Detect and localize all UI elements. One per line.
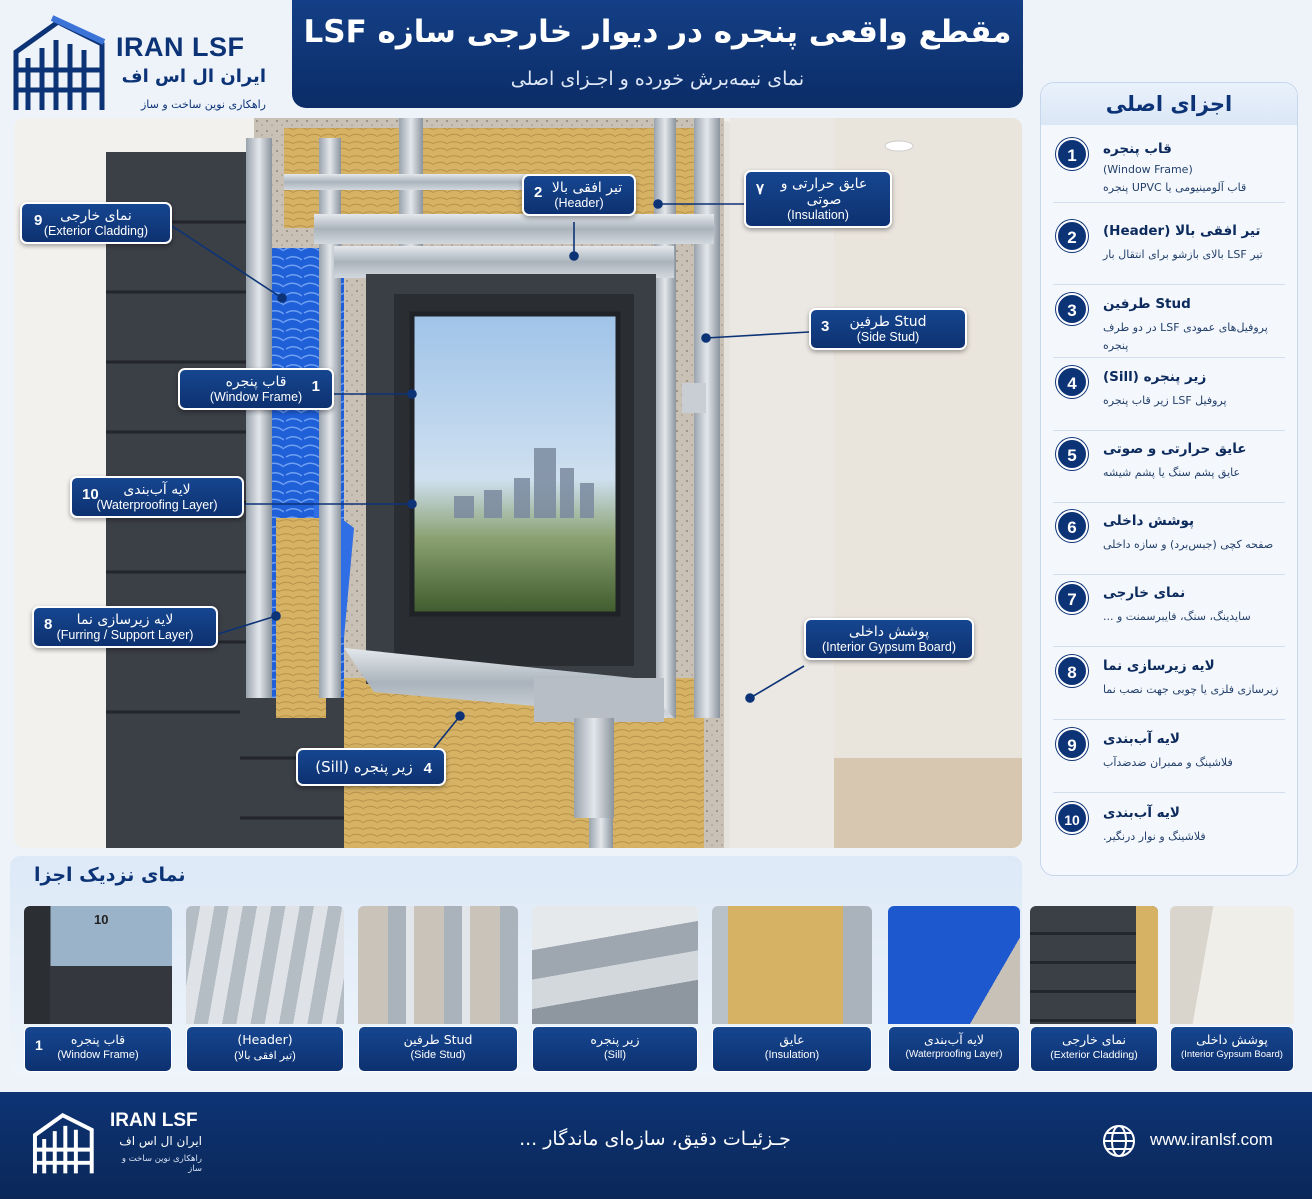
- gypsum-photo: [1170, 906, 1294, 1024]
- title-banner: [292, 0, 1023, 108]
- list-item: [1053, 217, 1285, 285]
- list-item: [1053, 579, 1285, 647]
- cladding-photo: [1030, 906, 1158, 1024]
- closeup-tile-header: [186, 906, 344, 1072]
- globe-icon: [1102, 1124, 1136, 1158]
- closeup-tile-sill: [532, 906, 698, 1072]
- closeup-title: نمای نزدیک اجزا: [34, 864, 186, 886]
- closeup-tile-window-frame: [24, 906, 172, 1072]
- item-description: عایق پشم سنگ یا پشم شیشه: [1103, 466, 1241, 479]
- list-item: [1053, 725, 1285, 793]
- tile-caption-en: (Insulation): [764, 1049, 820, 1061]
- item-number-badge: 7: [1056, 582, 1088, 614]
- closeup-tile-exterior-cladding: [1030, 906, 1158, 1072]
- footer-slogan: جـزئیـات دقیق، سازه‌ای ماندگار ...: [519, 1128, 791, 1150]
- callout-fa: Stud طرفین: [849, 314, 927, 330]
- list-item: [1053, 507, 1285, 575]
- item-description: پروفیل LSF زیر قاب پنجره: [1103, 394, 1227, 407]
- item-description: صفحه کچی (جبس‌برد) و سازه داخلی: [1103, 538, 1274, 551]
- callout-fa: زیر پنجره (Sill): [315, 758, 413, 776]
- item-title: قاب پنجره: [1103, 141, 1172, 157]
- window-frame-photo: [24, 906, 172, 1024]
- tile-caption: [712, 1026, 872, 1072]
- callout-header: [522, 174, 636, 216]
- callout-fa: لایه آب‌بندی: [123, 482, 191, 498]
- tile-caption-fa: زیر پنجره: [590, 1032, 640, 1047]
- tile-caption-en: (تیر افقی بالا): [234, 1050, 296, 1062]
- tile-caption-fa: قاب پنجره: [70, 1032, 126, 1047]
- tile-small-number: 10: [94, 912, 109, 927]
- item-number-badge: 6: [1056, 510, 1088, 542]
- callout-fa: پوشش داخلی: [848, 624, 930, 640]
- callout-number: 4: [423, 760, 432, 777]
- callout-side-stud: [809, 308, 967, 350]
- item-number-badge: 4: [1056, 366, 1088, 398]
- item-title: Stud طرفین: [1103, 296, 1191, 312]
- tile-caption-fa: (Header): [237, 1032, 293, 1047]
- callout-number: 3: [821, 318, 830, 335]
- tile-caption: [888, 1026, 1020, 1072]
- panel-title: اجزای اصلی: [1041, 83, 1297, 125]
- list-item: [1053, 799, 1285, 867]
- item-number-badge: 5: [1056, 438, 1088, 470]
- page-subtitle: نمای نیمه‌برش خورده و اجـزای اصلی: [510, 68, 805, 90]
- callout-en: (Side Stud): [856, 330, 920, 344]
- list-item: [1053, 363, 1285, 431]
- list-item: [1053, 435, 1285, 503]
- callout-waterproofing: [70, 476, 244, 518]
- tile-caption-en: (Waterproofing Layer): [905, 1049, 1003, 1060]
- item-number-badge: 2: [1056, 220, 1088, 252]
- tile-caption-fa: لایه آب‌بندی: [923, 1032, 985, 1047]
- item-title: لایه آب‌بندی: [1103, 805, 1180, 821]
- footer-brand: IRAN LSF: [110, 1110, 198, 1131]
- callout-en: (Insulation): [787, 208, 849, 222]
- closeup-tile-insulation: [712, 906, 872, 1072]
- callout-en: (Interior Gypsum Board): [821, 640, 957, 654]
- callout-sill: [296, 748, 446, 786]
- callout-exterior-cladding: [20, 202, 172, 244]
- item-title: زیر پنجره (Sill): [1103, 369, 1207, 385]
- callout-en: (Header): [554, 196, 604, 210]
- header-photo: [186, 906, 344, 1024]
- item-description: فلاشینگ و نوار درنگیر.: [1103, 830, 1206, 843]
- logo: [12, 14, 282, 114]
- item-title: لایه زیرسازی نما: [1103, 658, 1215, 674]
- tile-caption-en: (Interior Gypsum Board): [1181, 1049, 1283, 1060]
- logo-fa-name: ایران ال اس اف: [121, 66, 266, 87]
- callout-furring: [32, 606, 218, 648]
- item-number-badge: 9: [1056, 728, 1088, 760]
- tile-caption: [1030, 1026, 1158, 1072]
- item-sub2: قاب آلومینیومی یا UPVC پنجره: [1103, 180, 1247, 194]
- website-link[interactable]: www.iranlsf.com: [1150, 1130, 1273, 1149]
- item-number-badge: 1: [1056, 138, 1088, 170]
- item-description: فلاشینگ و ممبران ضدضدآب: [1103, 756, 1233, 769]
- callout-fa: عایق حرارتی و صوتی: [780, 176, 868, 208]
- callout-fa: تیر افقی بالا: [551, 180, 623, 196]
- callout-insulation: [744, 170, 892, 228]
- tile-caption-fa: پوشش داخلی: [1196, 1032, 1268, 1047]
- tile-caption: [532, 1026, 698, 1072]
- building-grid-icon: [12, 14, 108, 114]
- item-title: نمای خارجی: [1103, 585, 1186, 601]
- callout-window-frame: [178, 368, 334, 410]
- tile-caption-en: (Exterior Cladding): [1050, 1049, 1138, 1061]
- item-title: پوشش داخلی: [1103, 513, 1195, 529]
- components-panel: [1040, 82, 1298, 876]
- closeup-tile-side-stud: [358, 906, 518, 1072]
- item-description: پروفیل‌های عمودی LSF در دو طرف پنجره: [1103, 321, 1268, 352]
- insulation-photo: [712, 906, 872, 1024]
- item-number-badge: 10: [1056, 802, 1088, 834]
- footer-tagline: راهکاری نوین ساخت و ساز: [121, 1154, 202, 1174]
- callout-number: 10: [82, 486, 99, 503]
- footer-fa-name: ایران ال اس اف: [119, 1134, 202, 1148]
- tile-caption: [186, 1026, 344, 1072]
- item-sub1: (Window Frame): [1103, 163, 1193, 176]
- callout-fa: نمای خارجی: [60, 208, 132, 224]
- tile-caption-en: (Sill): [604, 1049, 626, 1061]
- list-item: [1053, 290, 1285, 358]
- tile-caption-fa: Stud طرفین: [403, 1032, 473, 1047]
- tile-caption-fa: عایق: [779, 1032, 805, 1047]
- callout-en: (Window Frame): [209, 390, 303, 404]
- item-title: لایه آب‌بندی: [1103, 731, 1180, 747]
- callout-en: (Waterproofing Layer): [96, 498, 218, 512]
- waterproofing-photo: [888, 906, 1020, 1024]
- item-description: زیرسازی فلزی یا چوبی جهت نصب نما: [1103, 683, 1279, 696]
- item-number-badge: 8: [1056, 655, 1088, 687]
- item-title: تیر افقی بالا (Header): [1103, 223, 1261, 239]
- tile-caption: [358, 1026, 518, 1072]
- list-item: [1053, 135, 1285, 203]
- callout-number: 1: [311, 378, 320, 395]
- tile-caption: [24, 1026, 172, 1072]
- item-description: سایدینگ، سنگ، فایبرسمنت و ...: [1103, 610, 1251, 623]
- callout-en: (Exterior Cladding): [43, 224, 149, 238]
- callout-fa: قاب پنجره: [225, 374, 287, 390]
- side-stud-photo: [358, 906, 518, 1024]
- tile-caption-fa: نمای خارجی: [1062, 1032, 1126, 1047]
- callout-number: 8: [44, 616, 53, 633]
- footer: [0, 1092, 1312, 1199]
- sill-photo: [532, 906, 698, 1024]
- tile-caption-en: (Side Stud): [410, 1049, 466, 1061]
- page-title: مقطع واقعی پنجره در دیوار خارجی سازه LSF: [303, 14, 1012, 50]
- tile-caption: [1170, 1026, 1294, 1072]
- logo-tagline: راهکاری نوین ساخت و ساز: [140, 98, 266, 111]
- item-description: [1103, 161, 1285, 196]
- item-description: تیر LSF بالای بازشو برای انتقال بار: [1103, 248, 1263, 261]
- tile-caption-en: (Window Frame): [57, 1049, 139, 1061]
- logo-brand: IRAN LSF: [116, 32, 245, 62]
- wall-section-illustration: [14, 118, 1022, 848]
- callout-en: (Furring / Support Layer): [56, 628, 194, 642]
- callout-number: 2: [534, 184, 543, 201]
- tile-number: 1: [35, 1037, 43, 1053]
- list-item: [1053, 652, 1285, 720]
- closeup-tile-interior-gypsum: [1170, 906, 1294, 1072]
- item-title: عایق حرارتی و صوتی: [1103, 441, 1247, 457]
- callout-fa: لایه زیرسازی نما: [76, 612, 174, 628]
- callout-interior-gypsum: [804, 618, 974, 660]
- item-number-badge: 3: [1056, 293, 1088, 325]
- callout-number: 9: [34, 212, 43, 229]
- footer-building-icon: [28, 1110, 100, 1176]
- closeup-tile-waterproofing: [888, 906, 1020, 1072]
- callout-number: ۷: [756, 181, 765, 198]
- closeup-section: [10, 856, 1022, 1078]
